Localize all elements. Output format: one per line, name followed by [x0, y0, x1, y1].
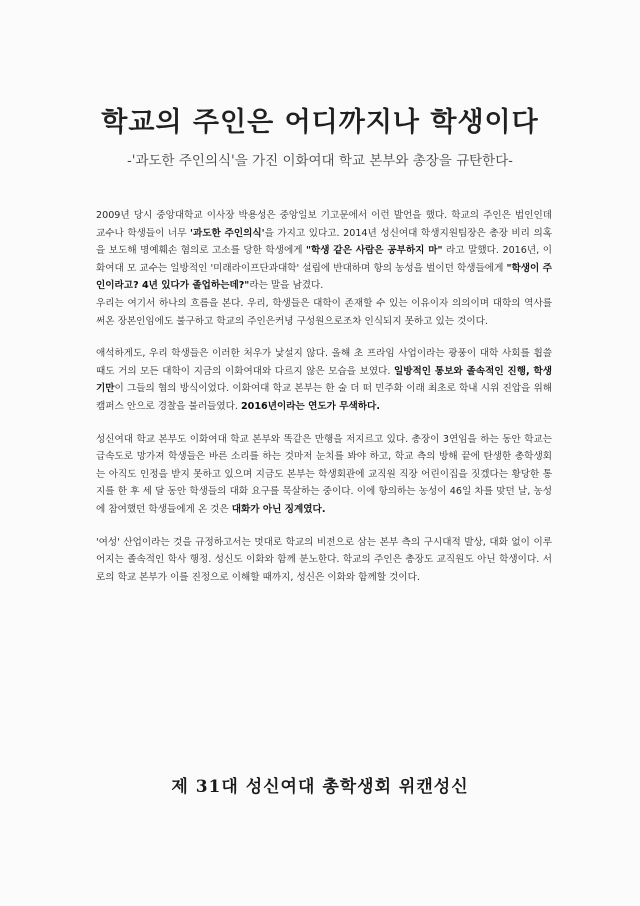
emphasized-text: 대화가 아닌 징계였다.	[231, 503, 326, 515]
emphasized-text: 일방적인 통보와 졸속적인 진행, 학생 기만	[96, 365, 552, 395]
paragraph-text: 이 그들의 협의 방식이었다. 이화여대 학교 본부는 한 술 더 떠 민주화 이래 최초로 학내 시위 진압을 위해 캠퍼스 안으로 경찰을 불러들였다.	[96, 383, 552, 412]
emphasized-text: 2016년이라는 연도가 무색하다.	[241, 400, 380, 412]
paragraph-text: '여성' 산업이라는 것을 규정하고서는 멋대로 학교의 비전으로 삼는 본부 측의 구시대적 발상, 대화 없이 이루어지는 졸속적인 학사 행정. 성신도 이화와 함께 분노한다. 학교의 주인은 총장도 교직원도 아닌 학생이다. 서로의 학교 본부가 이를 진정으로 이해할 때까지, 성신은 이화와 함께할 것이다.	[96, 536, 552, 583]
document-subtitle: -'과도한 주인의식'을 가진 이화여대 학교 본부와 총장을 규탄한다-	[127, 153, 513, 169]
emphasized-text: '과도한 주인의식'	[190, 227, 265, 239]
paragraph	[96, 534, 552, 587]
paragraph-text: 을 가지고 있다고. 2014년 성신여대 학생지원팀장은 총장 비리 의혹을 보도해 명예훼손 혐의로 고소를 당한 학생에게	[96, 227, 552, 257]
document-title: 학교의 주인은 어디까지나 학생이다	[101, 107, 539, 138]
emphasized-text: "학생 같은 사람은 공부하지 마"	[306, 245, 443, 257]
paragraph	[96, 431, 552, 519]
document-body	[96, 207, 552, 605]
paragraph	[96, 207, 552, 330]
paragraph-text: 라고 말했다. 2016년, 이화여대 모 교수는 일방적인 '미래라이프단과대학' 설립에 반대하며 항의 농성을 벌이던 학생들에게	[96, 245, 552, 274]
paragraph-text: 우리는 여기서 하나의 흐름을 본다. 우리, 학생들은 대학이 존재할 수 있는 이유이자 의의이며 대학의 역사를 써온 장본인임에도 불구하고 학교의 주인은커녕 구성원으로조차 인식되지 못하고 있는 것이다.	[96, 297, 552, 327]
signature: 제 31대 성신여대 총학생회 위캔성신	[171, 777, 469, 797]
paragraph-text: 2009년 당시 중앙대학교 이사장 박용성은 중앙일보 기고문에서 이런 발언을 했다. 학교의 주인은 법인인데 교수나 학생들이 너무	[96, 210, 552, 239]
paragraph-text: 성신여대 학교 본부도 이화여대 학교 본부와 똑같은 만행을 저지르고 있다. 총장이 3연임을 하는 동안 학교는 급속도로 망가져 학생들은 바른 소리를 하는 것마저 눈치를 봐야 하고, 학교 측의 방해 끝에 탄생한 총학생회는 아직도 인정을 받지 못하고 있으며 지금도 본부는 학생회관에 교직원 직장 어린이집을 짓겠다는 황당한 통지를 한 후 세 달 동안 학생들의 대화 요구를 묵살하는 중이다. 이에 항의하는 농성이 46일 차를 맞던 날, 농성에 참여했던 학생들에게 온 것은	[96, 433, 552, 515]
emphasized-text: "학생이 주인이라고? 4년 있다가 졸업하는데?"	[96, 262, 552, 292]
paragraph	[96, 345, 552, 415]
paragraph-text: 라는 말을 남겼다.	[249, 280, 324, 292]
paragraph-text: 애석하게도, 우리 학생들은 이러한 처우가 낯설지 않다. 올해 초 프라임 사업이라는 광풍이 대학 사회를 휩쓸 때도 거의 모든 대학이 지금의 이화여대와 다르지 않은 모습을 보였다.	[96, 348, 552, 377]
